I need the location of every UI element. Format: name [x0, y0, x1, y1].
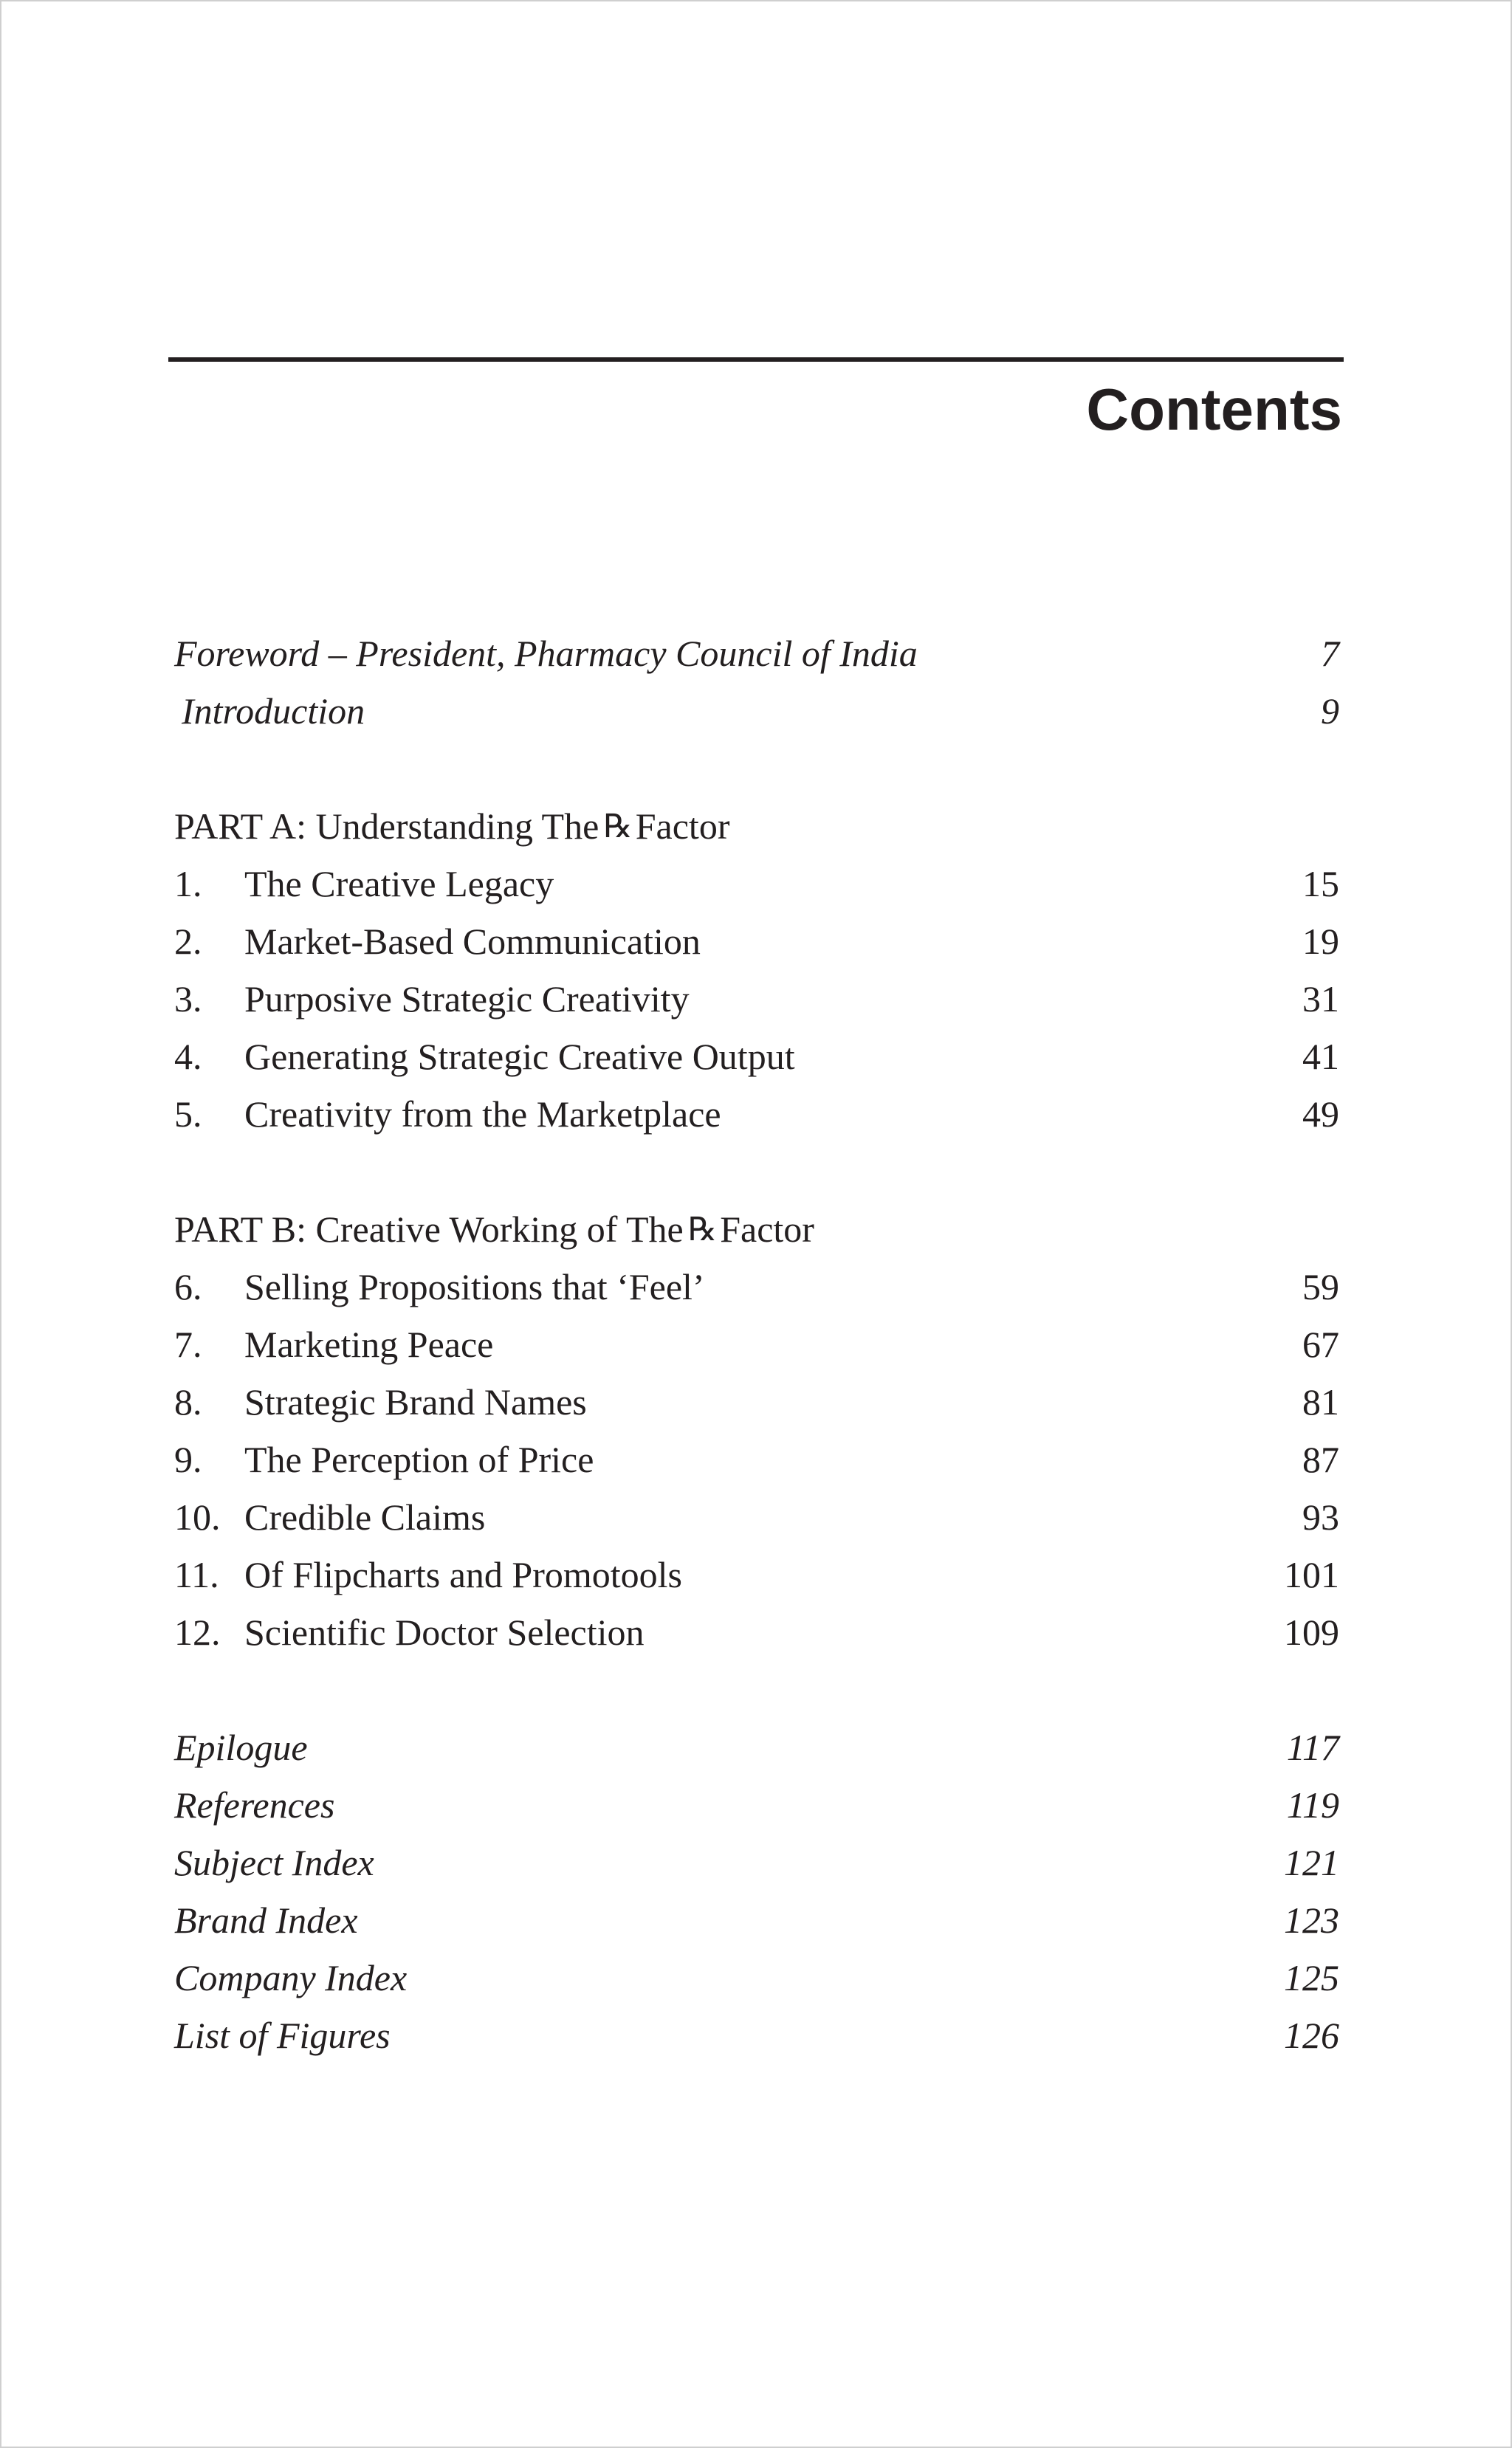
part-heading-text: [174, 797, 729, 856]
chapter-page: 81: [1302, 1381, 1339, 1423]
toc-entry-subject-index: [174, 1834, 1339, 1891]
toc-entry-page: 125: [1284, 1957, 1339, 1998]
rx-symbol-icon: ℞: [687, 1211, 718, 1248]
toc-entry-title: Company Index: [174, 1957, 408, 1998]
part-a-heading: [174, 797, 1339, 855]
chapter-title: Generating Strategic Creative Output: [244, 1036, 795, 1077]
toc-entry-list-of-figures: [174, 2007, 1339, 2064]
toc-chapter: [174, 912, 1339, 970]
toc-entry-foreword: [174, 625, 1339, 682]
toc-entry-page: 121: [1284, 1842, 1339, 1883]
chapter-title: Selling Propositions that ‘Feel’: [244, 1266, 705, 1307]
toc-chapter: [174, 1085, 1339, 1143]
toc-chapter: [174, 1028, 1339, 1085]
chapter-number: 3.: [174, 978, 202, 1020]
heading-rule: [168, 357, 1344, 362]
chapter-number: 2.: [174, 921, 202, 962]
part-heading-text: [174, 1200, 814, 1259]
toc-entry-references: [174, 1776, 1339, 1834]
chapter-page: 109: [1284, 1612, 1339, 1653]
chapter-number: 11.: [174, 1554, 219, 1595]
toc-entry-title: References: [174, 1784, 335, 1826]
toc-chapter: [174, 1258, 1339, 1316]
part-heading-after: Factor: [635, 805, 730, 847]
chapter-title: Purposive Strategic Creativity: [244, 978, 690, 1020]
chapter-title: Strategic Brand Names: [244, 1381, 587, 1423]
chapter-number: 6.: [174, 1266, 202, 1307]
chapter-page: 87: [1302, 1439, 1339, 1480]
chapter-page: 31: [1302, 978, 1339, 1020]
chapter-title: The Perception of Price: [244, 1439, 594, 1480]
toc-chapter: [174, 1373, 1339, 1431]
toc-entry-page: 117: [1286, 1727, 1339, 1768]
toc-chapter: [174, 1431, 1339, 1488]
part-heading-before: PART B: Creative Working of The: [174, 1208, 684, 1250]
toc-entry-page: 119: [1286, 1784, 1339, 1826]
chapter-number: 8.: [174, 1381, 202, 1423]
chapter-number: 7.: [174, 1324, 202, 1365]
rx-symbol-icon: ℞: [603, 808, 633, 845]
chapter-page: 67: [1302, 1324, 1339, 1365]
part-heading-before: PART A: Understanding The: [174, 805, 599, 847]
toc-entry-brand-index: [174, 1891, 1339, 1949]
toc-entry-title: Introduction: [182, 690, 365, 732]
chapter-title: Creativity from the Marketplace: [244, 1093, 721, 1135]
toc-entry-page: 9: [1321, 690, 1339, 732]
toc-entry-title: List of Figures: [174, 2015, 391, 2056]
toc-entry-title: Brand Index: [174, 1899, 358, 1941]
part-b-heading: [174, 1200, 1339, 1258]
chapter-number: 1.: [174, 863, 202, 904]
chapter-page: 15: [1302, 863, 1339, 904]
chapter-title: The Creative Legacy: [244, 863, 554, 904]
chapter-page: 19: [1302, 921, 1339, 962]
chapter-page: 49: [1302, 1093, 1339, 1135]
toc-entry-company-index: [174, 1949, 1339, 2007]
toc-chapter: [174, 1488, 1339, 1546]
toc-chapter: [174, 970, 1339, 1028]
chapter-title: Of Flipcharts and Promotools: [244, 1554, 683, 1595]
chapter-page: 59: [1302, 1266, 1339, 1307]
toc-chapter: [174, 1316, 1339, 1373]
page-title: Contents: [1086, 377, 1342, 442]
toc-entry-epilogue: [174, 1719, 1339, 1776]
chapter-title: Marketing Peace: [244, 1324, 494, 1365]
toc-chapter: [174, 855, 1339, 912]
toc-entry-introduction: [174, 682, 1339, 740]
chapter-number: 4.: [174, 1036, 202, 1077]
toc-entry-page: 7: [1321, 633, 1339, 674]
chapter-title: Credible Claims: [244, 1496, 486, 1538]
chapter-number: 5.: [174, 1093, 202, 1135]
chapter-page: 41: [1302, 1036, 1339, 1077]
toc-entry-page: 126: [1284, 2015, 1339, 2056]
chapter-number: 10.: [174, 1496, 221, 1538]
chapter-page: 93: [1302, 1496, 1339, 1538]
chapter-title: Market-Based Communication: [244, 921, 701, 962]
chapter-page: 101: [1284, 1554, 1339, 1595]
chapter-number: 12.: [174, 1612, 221, 1653]
chapter-number: 9.: [174, 1439, 202, 1480]
toc-chapter: [174, 1603, 1339, 1661]
toc-entry-title: Subject Index: [174, 1842, 374, 1883]
toc-chapter: [174, 1546, 1339, 1603]
part-heading-after: Factor: [720, 1208, 814, 1250]
toc-entry-title: Epilogue: [174, 1727, 308, 1768]
toc-entry-title: Foreword – President, Pharmacy Council of India: [174, 633, 918, 674]
chapter-title: Scientific Doctor Selection: [244, 1612, 645, 1653]
toc-entry-page: 123: [1284, 1899, 1339, 1941]
